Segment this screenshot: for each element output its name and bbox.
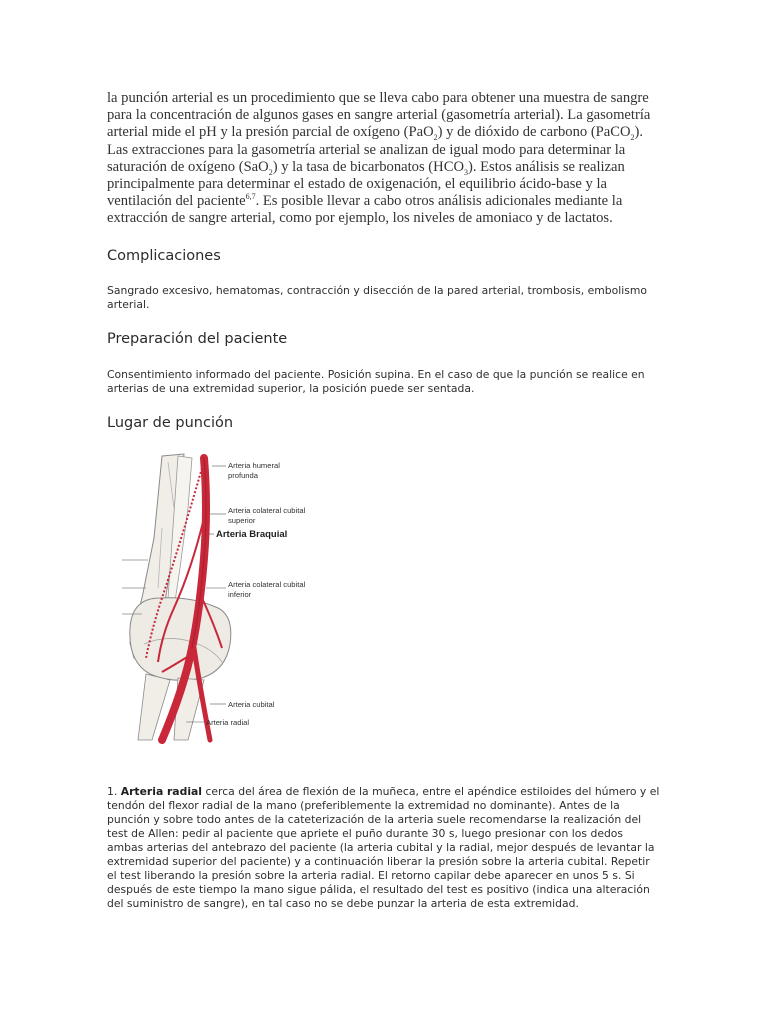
heading-lugar-puncion: Lugar de punción [107, 415, 234, 431]
intro-text-5: ). Estos análisis se realizan principalmente para determinar el estado de oxigenación, el equilibrio ácido-base y la ventilación del paciente [107, 158, 625, 210]
heading-complicaciones: Complicaciones [107, 248, 221, 264]
arteria-radial-paragraph [107, 785, 662, 911]
label-braquial: Arteria Braquial [216, 529, 288, 540]
arm-artery-illustration [122, 448, 332, 744]
label-cubital: Arteria cubital [228, 700, 275, 709]
label-humeral-2: profunda [228, 471, 258, 480]
intro-sub-co2: 2 [630, 133, 635, 143]
intro-sub-hco3: 3 [463, 167, 468, 177]
intro-reference: 6,7 [245, 192, 256, 202]
intro-sub-sao2: 2 [268, 167, 273, 177]
arteria-radial-text: cerca del área de flexión de la muñeca, entre el apéndice estiloides del húmero y el tendón del flexor radial de la mano (preferiblemente la extremidad no dominante). Antes de la punción y sobre todo antes de la cateterización de la arteria suele recomendarse la realización del test de Allen: pedir al paciente que apriete el puño durante 30 s, luego presionar con los dedos ambas arterias del antebrazo del paciente (la arteria cubital y la radial, mejor después de levantar la extremidad superior del paciente) y a continuación liberar la presión sobre la arteria cubital. Repetir el test liberando la presión sobre la arteria radial. El retorno capilar debe aparecer en unos 5 s. Si después de este tiempo la mano sigue pálida, el resultado del test es positivo (indica una alteración del suministro de sangre), en tal caso no se debe punzar la arteria de esta extremidad. [107, 785, 660, 910]
intro-text-3: ). Las extracciones para la gasometría arterial se analizan de igual modo para determinar la saturación de oxígeno (SaO [107, 124, 644, 175]
label-colateral-inf-1: Arteria colateral cubital [228, 580, 306, 589]
intro-text-6: . Es posible llevar a cabo otros análisis adicionales mediante la extracción de sangre arterial, como por ejemplo, los niveles de amoniaco y de lactatos. [107, 193, 623, 227]
label-colateral-inf-2: inferior [228, 590, 252, 599]
label-radial: Arteria radial [206, 718, 250, 727]
heading-preparacion: Preparación del paciente [107, 331, 288, 347]
intro-text-1: la punción arterial es un procedimiento que se lleva cabo para obtener una muestra de sangre para la concentración de algunos gases en sangre arterial (gasometría arterial). La gasometría arterial mide el pH y la presión parcial de oxígeno (PaO [107, 90, 651, 141]
elbow-joint [130, 598, 231, 681]
intro-sub-o2: 2 [433, 133, 438, 143]
complicaciones-text: Sangrado excesivo, hematomas, contracción y disección de la pared arterial, trombosis, embolismo arterial. [107, 284, 647, 311]
label-humeral-1: Arteria humeral [228, 461, 280, 470]
intro-text-4: ) y la tasa de bicarbonatos (HCO [272, 158, 464, 175]
list-number: 1. [107, 785, 118, 798]
arteria-radial-title: Arteria radial [120, 785, 203, 798]
intro-text-2: ) y de dióxido de carbono (PaCO [437, 124, 631, 141]
label-colateral-sup-1: Arteria colateral cubital [228, 506, 306, 515]
preparacion-text: Consentimiento informado del paciente. Posición supina. En el caso de que la punción se realice en arterias de una extremidad superior, la posición puede ser sentada. [107, 368, 645, 395]
intro-paragraph [107, 90, 655, 228]
label-colateral-sup-2: superior [228, 516, 256, 525]
